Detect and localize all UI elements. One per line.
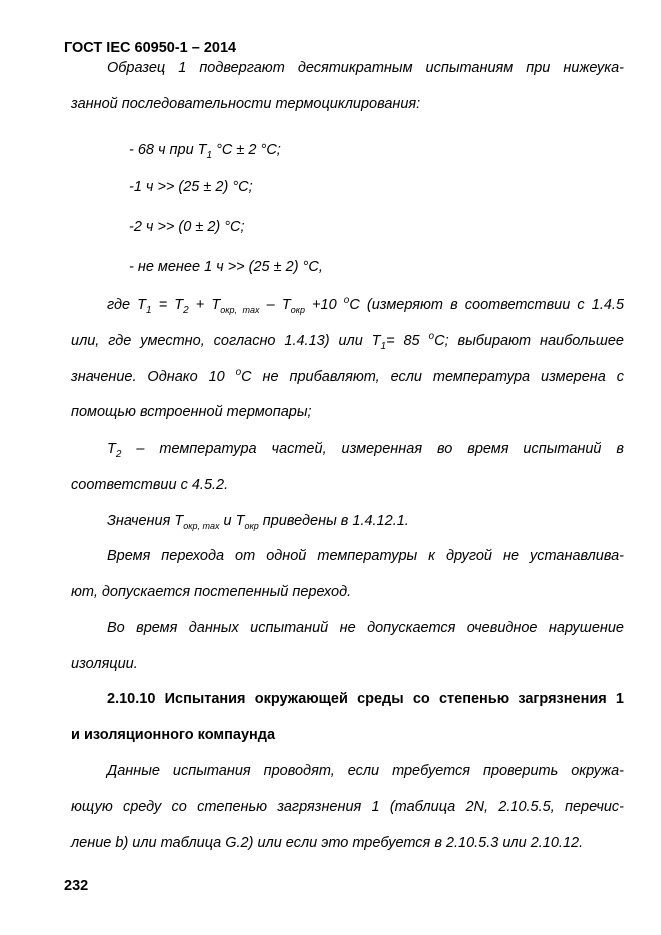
- para-line: изоляции.: [71, 656, 138, 672]
- page-number: 232: [64, 878, 89, 894]
- definition-line-3: значение. Однако 10 $^o$C не прибавляют, если температура измерена с: [71, 367, 624, 385]
- definition-line-2: или, где уместно, согласно 1.4.13) или $T_1= 85$ $^o$C; выбирают наибольшее: [71, 331, 624, 352]
- cycle-item-1: - 68 ч при $T_1$ °C ± 2 °C;: [129, 142, 281, 161]
- section-heading: 2.10.10 Испытания окружающей среды со степенью загрязнения 1: [107, 691, 624, 707]
- t2-line-1: $T_2$ – температура частей, измеренная во время испытаний в: [107, 441, 624, 460]
- para-line: Образец 1 подвергают десятикратным испытаниям при нижеука-: [107, 60, 624, 76]
- para-line: Данные испытания проводят, если требуется проверить окружа-: [107, 763, 624, 779]
- para-line: ющую среду со степенью загрязнения 1 (таблица 2N, 2.10.5.5, перечис-: [71, 799, 624, 815]
- cycle-item-4: - не менее 1 ч >> (25 ± 2) °C,: [129, 259, 323, 275]
- values-line: Значения $T_{окр, max}$ и $T_{окр}$ приведены в 1.4.12.1.: [107, 513, 409, 531]
- para-line: Во время данных испытаний не допускается очевидное нарушение: [107, 620, 624, 636]
- definition-line-4: помощью встроенной термопары;: [71, 404, 312, 420]
- para-line: занной последовательности термоциклирования:: [71, 96, 421, 112]
- definition-line-1: где $T_1 = T_2 + T_{окр, max} - T_{окр} +10$ $^o$C (измеряют в соответствии с 1.4.5: [107, 295, 625, 316]
- para-line: Время перехода от одной температуры к другой не устанавлива-: [107, 548, 624, 564]
- cycle-item-2: -1 ч >> (25 ± 2) °C;: [129, 179, 253, 195]
- t2-line-2: соответствии с 4.5.2.: [71, 477, 229, 493]
- section-heading: и изоляционного компаунда: [71, 727, 276, 743]
- para-line: ют, допускается постепенный переход.: [71, 584, 352, 600]
- cycle-item-3: -2 ч >> (0 ± 2) °C;: [129, 219, 245, 235]
- para-line: ление b) или таблица G.2) или если это требуется в 2.10.5.3 или 2.10.12.: [71, 835, 584, 851]
- document-header: ГОСТ IEC 60950-1 – 2014: [64, 40, 237, 56]
